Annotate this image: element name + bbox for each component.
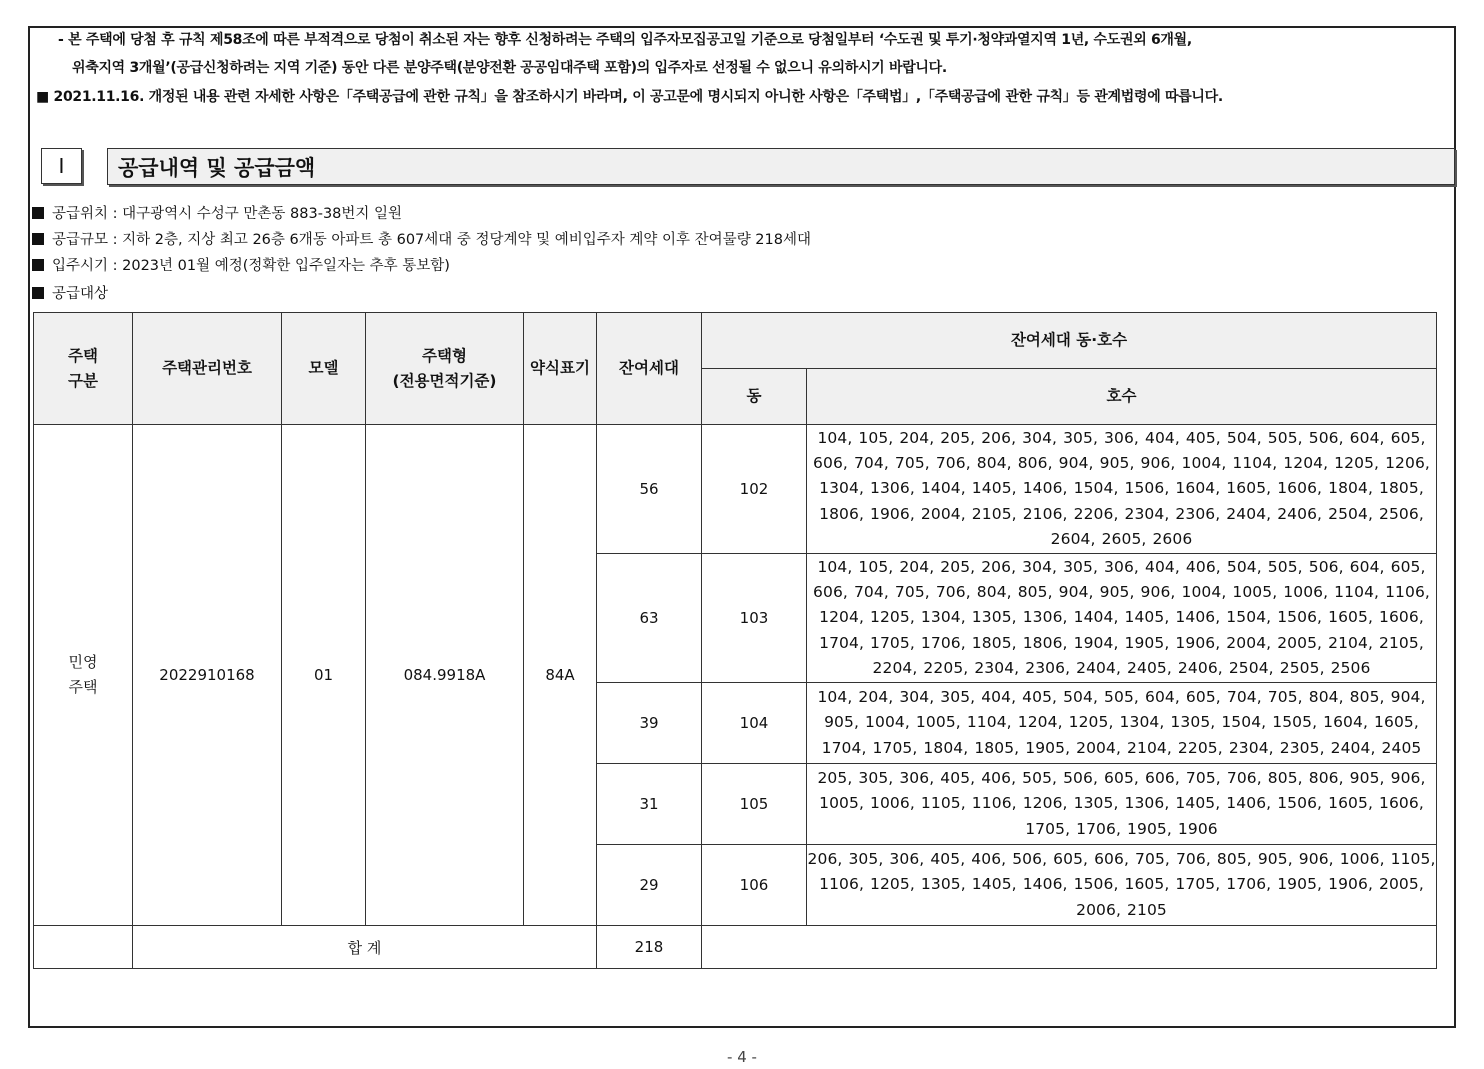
total-value: 218 — [597, 926, 702, 969]
cell-count: 39 — [597, 683, 702, 764]
bullet-square-icon — [32, 233, 44, 245]
supply-table — [33, 312, 1437, 969]
page-number: - 4 - — [727, 1048, 757, 1066]
cell-units: 104, 204, 304, 305, 404, 405, 504, 505, 604, 605, 704, 705, 804, 805, 904, 905, 1004, 1005, 1104, 1204, 1205, 1304, 1305, 1504, 1505, 1604, 1605, 1704, 1705, 1804, 1805, 1905, 2004, 2104, 2205, 2304, 2305, 2404, 2405 — [807, 683, 1437, 764]
cell-dong: 106 — [702, 845, 807, 926]
bullet-square-icon — [32, 287, 44, 299]
notice-line-2: 위축지역 3개월’(공급신청하려는 지역 기준) 동안 다른 분양주택(분양전환 공공임대주택 포함)의 입주자로 선정될 수 없으니 유의하시기 바랍니다. — [72, 60, 947, 76]
cell-dong: 103 — [702, 554, 807, 683]
info-scale-text: 공급규모 : 지하 2층, 지상 최고 26층 6개동 아파트 총 607세대 중 정당계약 및 예비입주자 계약 이후 잔여물량 218세대 — [52, 232, 811, 248]
header-remaining-units: 잔여세대 동·호수 — [702, 313, 1437, 369]
cell-count: 29 — [597, 845, 702, 926]
header-remaining: 잔여세대 — [597, 313, 702, 425]
header-ho: 호수 — [807, 369, 1437, 425]
cell-units: 104, 105, 204, 205, 206, 304, 305, 306, 404, 406, 504, 505, 506, 604, 605, 606, 704, 705, 706, 804, 805, 904, 905, 906, 1004, 1005, 1006, 1104, 1106, 1204, 1205, 1304, 1305, 1306, 1404, 1405, 1406, 1504, 1506, 1605, 1606, 1704, 1705, 1706, 1805, 1806, 1904, 1905, 1906, 2004, 2005, 2104, 2105, 2204, 2205, 2304, 2306, 2404, 2405, 2406, 2504, 2505, 2506 — [807, 554, 1437, 683]
cell-units: 205, 305, 306, 405, 406, 505, 506, 605, 606, 705, 706, 805, 806, 905, 906, 1005, 1006, 1105, 1106, 1206, 1305, 1306, 1405, 1406, 1506, 1605, 1606, 1705, 1706, 1905, 1906 — [807, 764, 1437, 845]
cell-dong: 105 — [702, 764, 807, 845]
info-move-in-text: 입주시기 : 2023년 01월 예정(정확한 입주일자는 추후 통보함) — [52, 258, 450, 274]
header-unit-type: 주택형 (전용면적기준) — [366, 313, 524, 425]
header-mgmt-no: 주택관리번호 — [133, 313, 282, 425]
info-target-text: 공급대상 — [52, 286, 109, 302]
info-location-text: 공급위치 : 대구광역시 수성구 만촌동 883-38번지 일원 — [52, 206, 403, 222]
bullet-square-icon — [32, 207, 44, 219]
cell-units: 104, 105, 204, 205, 206, 304, 305, 306, 404, 405, 504, 505, 506, 604, 605, 606, 704, 705, 706, 804, 806, 904, 905, 906, 1004, 1104, 1204, 1205, 1206, 1304, 1306, 1404, 1405, 1406, 1504, 1506, 1604, 1605, 1606, 1804, 1805, 1806, 1906, 2004, 2105, 2106, 2206, 2304, 2306, 2404, 2406, 2504, 2506, 2604, 2605, 2606 — [807, 425, 1437, 554]
cell-abbr: 84A — [524, 425, 597, 926]
info-move-in — [32, 254, 450, 275]
total-empty — [702, 926, 1437, 969]
header-abbr: 약식표기 — [524, 313, 597, 425]
section-title: 공급내역 및 공급금액 — [107, 148, 1455, 185]
info-scale — [32, 228, 811, 249]
notice-line-1: - 본 주택에 당첨 후 규칙 제58조에 따른 부적격으로 당첨이 취소된 자는 향후 신청하려는 주택의 입주자모집공고일 기준으로 당첨일부터 ‘수도권 및 투기·청약과열지역 1년, 수도권외 6개월, — [58, 32, 1192, 48]
section-number: Ⅰ — [41, 148, 82, 184]
header-dong: 동 — [702, 369, 807, 425]
cell-mgmt-no: 2022910168 — [133, 425, 282, 926]
cell-dong: 104 — [702, 683, 807, 764]
cell-units: 206, 305, 306, 405, 406, 506, 605, 606, 705, 706, 805, 905, 906, 1006, 1105, 1106, 1205, 1305, 1405, 1406, 1506, 1605, 1705, 1706, 1905, 1906, 2005, 2006, 2105 — [807, 845, 1437, 926]
bullet-square-icon — [32, 259, 44, 271]
header-housing-type: 주택 구분 — [34, 313, 133, 425]
table-header-row — [34, 313, 1437, 369]
cell-model: 01 — [282, 425, 366, 926]
table-row — [34, 425, 1437, 554]
cell-total-spacer — [34, 926, 133, 969]
cell-housing-type: 민영 주택 — [34, 425, 133, 926]
cell-count: 31 — [597, 764, 702, 845]
notice-line-3: ■ 2021.11.16. 개정된 내용 관련 자세한 사항은「주택공급에 관한 규칙」을 참조하시기 바라며, 이 공고문에 명시되지 아니한 사항은「주택법」,「주택공급에 관한 규칙」등 관계법령에 따릅니다. — [36, 89, 1223, 105]
table-total-row — [34, 926, 1437, 969]
cell-count: 56 — [597, 425, 702, 554]
total-label: 합 계 — [133, 926, 597, 969]
info-target — [32, 282, 108, 303]
info-location — [32, 202, 402, 223]
cell-count: 63 — [597, 554, 702, 683]
cell-dong: 102 — [702, 425, 807, 554]
cell-unit-type: 084.9918A — [366, 425, 524, 926]
header-model: 모델 — [282, 313, 366, 425]
